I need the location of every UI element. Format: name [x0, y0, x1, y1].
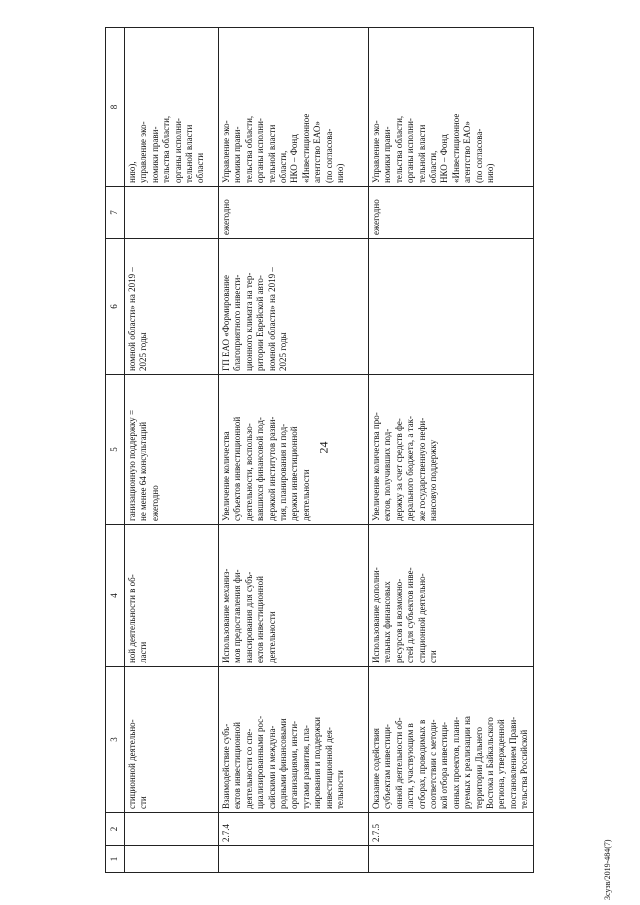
cell-period	[125, 187, 219, 239]
col-header-7: 7	[106, 187, 125, 239]
table-row	[125, 28, 219, 873]
cell-mechanism: Использование механиз- мов предоставления фи- нансирования для субъ- ектов инвестиционной деятельности	[219, 525, 369, 667]
col-header-8: 8	[106, 28, 125, 187]
cell-period: ежегодно	[369, 187, 534, 239]
cell-program: номной области» на 2019 – 2025 годы	[125, 239, 219, 375]
cell-mechanism: ной деятельности в об- ласти	[125, 525, 219, 667]
document-code: 3сузв/2019-484(7)	[603, 839, 612, 900]
cell-result: Увеличение количества субъектов инвестиционной деятельности, воспользо- вавшихся финансовой под- держкой институтов разви- тия, планирования и под- держки инвестиционной деятельности	[219, 375, 369, 525]
cell-number	[369, 846, 534, 873]
rotated-table-sheet	[105, 28, 530, 873]
page-number: 24	[316, 441, 331, 454]
col-header-3: 3	[106, 667, 125, 813]
cell-item-code: 2.7.5	[369, 813, 534, 846]
cell-period: ежегодно	[219, 187, 369, 239]
cell-responsible: Управление эко- номики прави- тельства области, органы исполни- тельной власти области, НКО – Фонд «Инвестиционное агентство ЕАО» (по согласова- нию)	[219, 28, 369, 187]
cell-measure: Взаимодействие субъ- ектов инвестиционной деятельности со спе- циализированными рос- сийскими и междуна- родными финансовыми организациями, инсти- тутами развития, пла- нирования и поддержки инвестиционной дея- тельности	[219, 667, 369, 813]
cell-number	[219, 846, 369, 873]
col-header-4: 4	[106, 525, 125, 667]
cell-program	[369, 239, 534, 375]
cell-mechanism: Использование дополни- тельных финансовых ресурсов и возможно- стей для субъектов инве- стиционной деятельно- сти	[369, 525, 534, 667]
col-header-1: 1	[106, 846, 125, 873]
measures-table	[105, 27, 534, 873]
cell-responsible: нию), управление эко- номики прави- тельства области, органы исполни- тельной власти области	[125, 28, 219, 187]
cell-measure: Оказание содействия субъектам инвестици- онной деятельности об- ласти, участвующим в отборах, проводимых в соответствии с методи- кой отбора инвестици- онных проектов, плани- руемых к реализации на территории Дальнего Востока и Байкальского региона, утвержденной постановлением Прави- тельства Российской	[369, 667, 534, 813]
cell-result: Увеличение количества про- ектов, получивших под- держку за счет средств фе- дерального бюджета, а так- же государственную нефи- нансовую поддержку	[369, 375, 534, 525]
col-header-5: 5	[106, 375, 125, 525]
header-row	[106, 28, 125, 873]
cell-item-code: 2.7.4	[219, 813, 369, 846]
col-header-6: 6	[106, 239, 125, 375]
table-row	[219, 28, 369, 873]
cell-program: ГП ЕАО «Формирование благоприятного инвести- ционного климата на тер- ритории Еврейской авто- номной области» на 2019 – 2025 годы	[219, 239, 369, 375]
cell-responsible: Управление эко- номики прави- тельства области, органы исполни- тельной власти области, НКО – Фонд «Инвестиционное агентство ЕАО» (по согласова- нию)	[369, 28, 534, 187]
cell-result: ганизационную поддержку = не менее 64 консультаций ежегодно	[125, 375, 219, 525]
cell-item-code	[125, 813, 219, 846]
col-header-2: 2	[106, 813, 125, 846]
cell-number	[125, 846, 219, 873]
table-row	[369, 28, 534, 873]
cell-measure: стиционной деятельно- сти	[125, 667, 219, 813]
